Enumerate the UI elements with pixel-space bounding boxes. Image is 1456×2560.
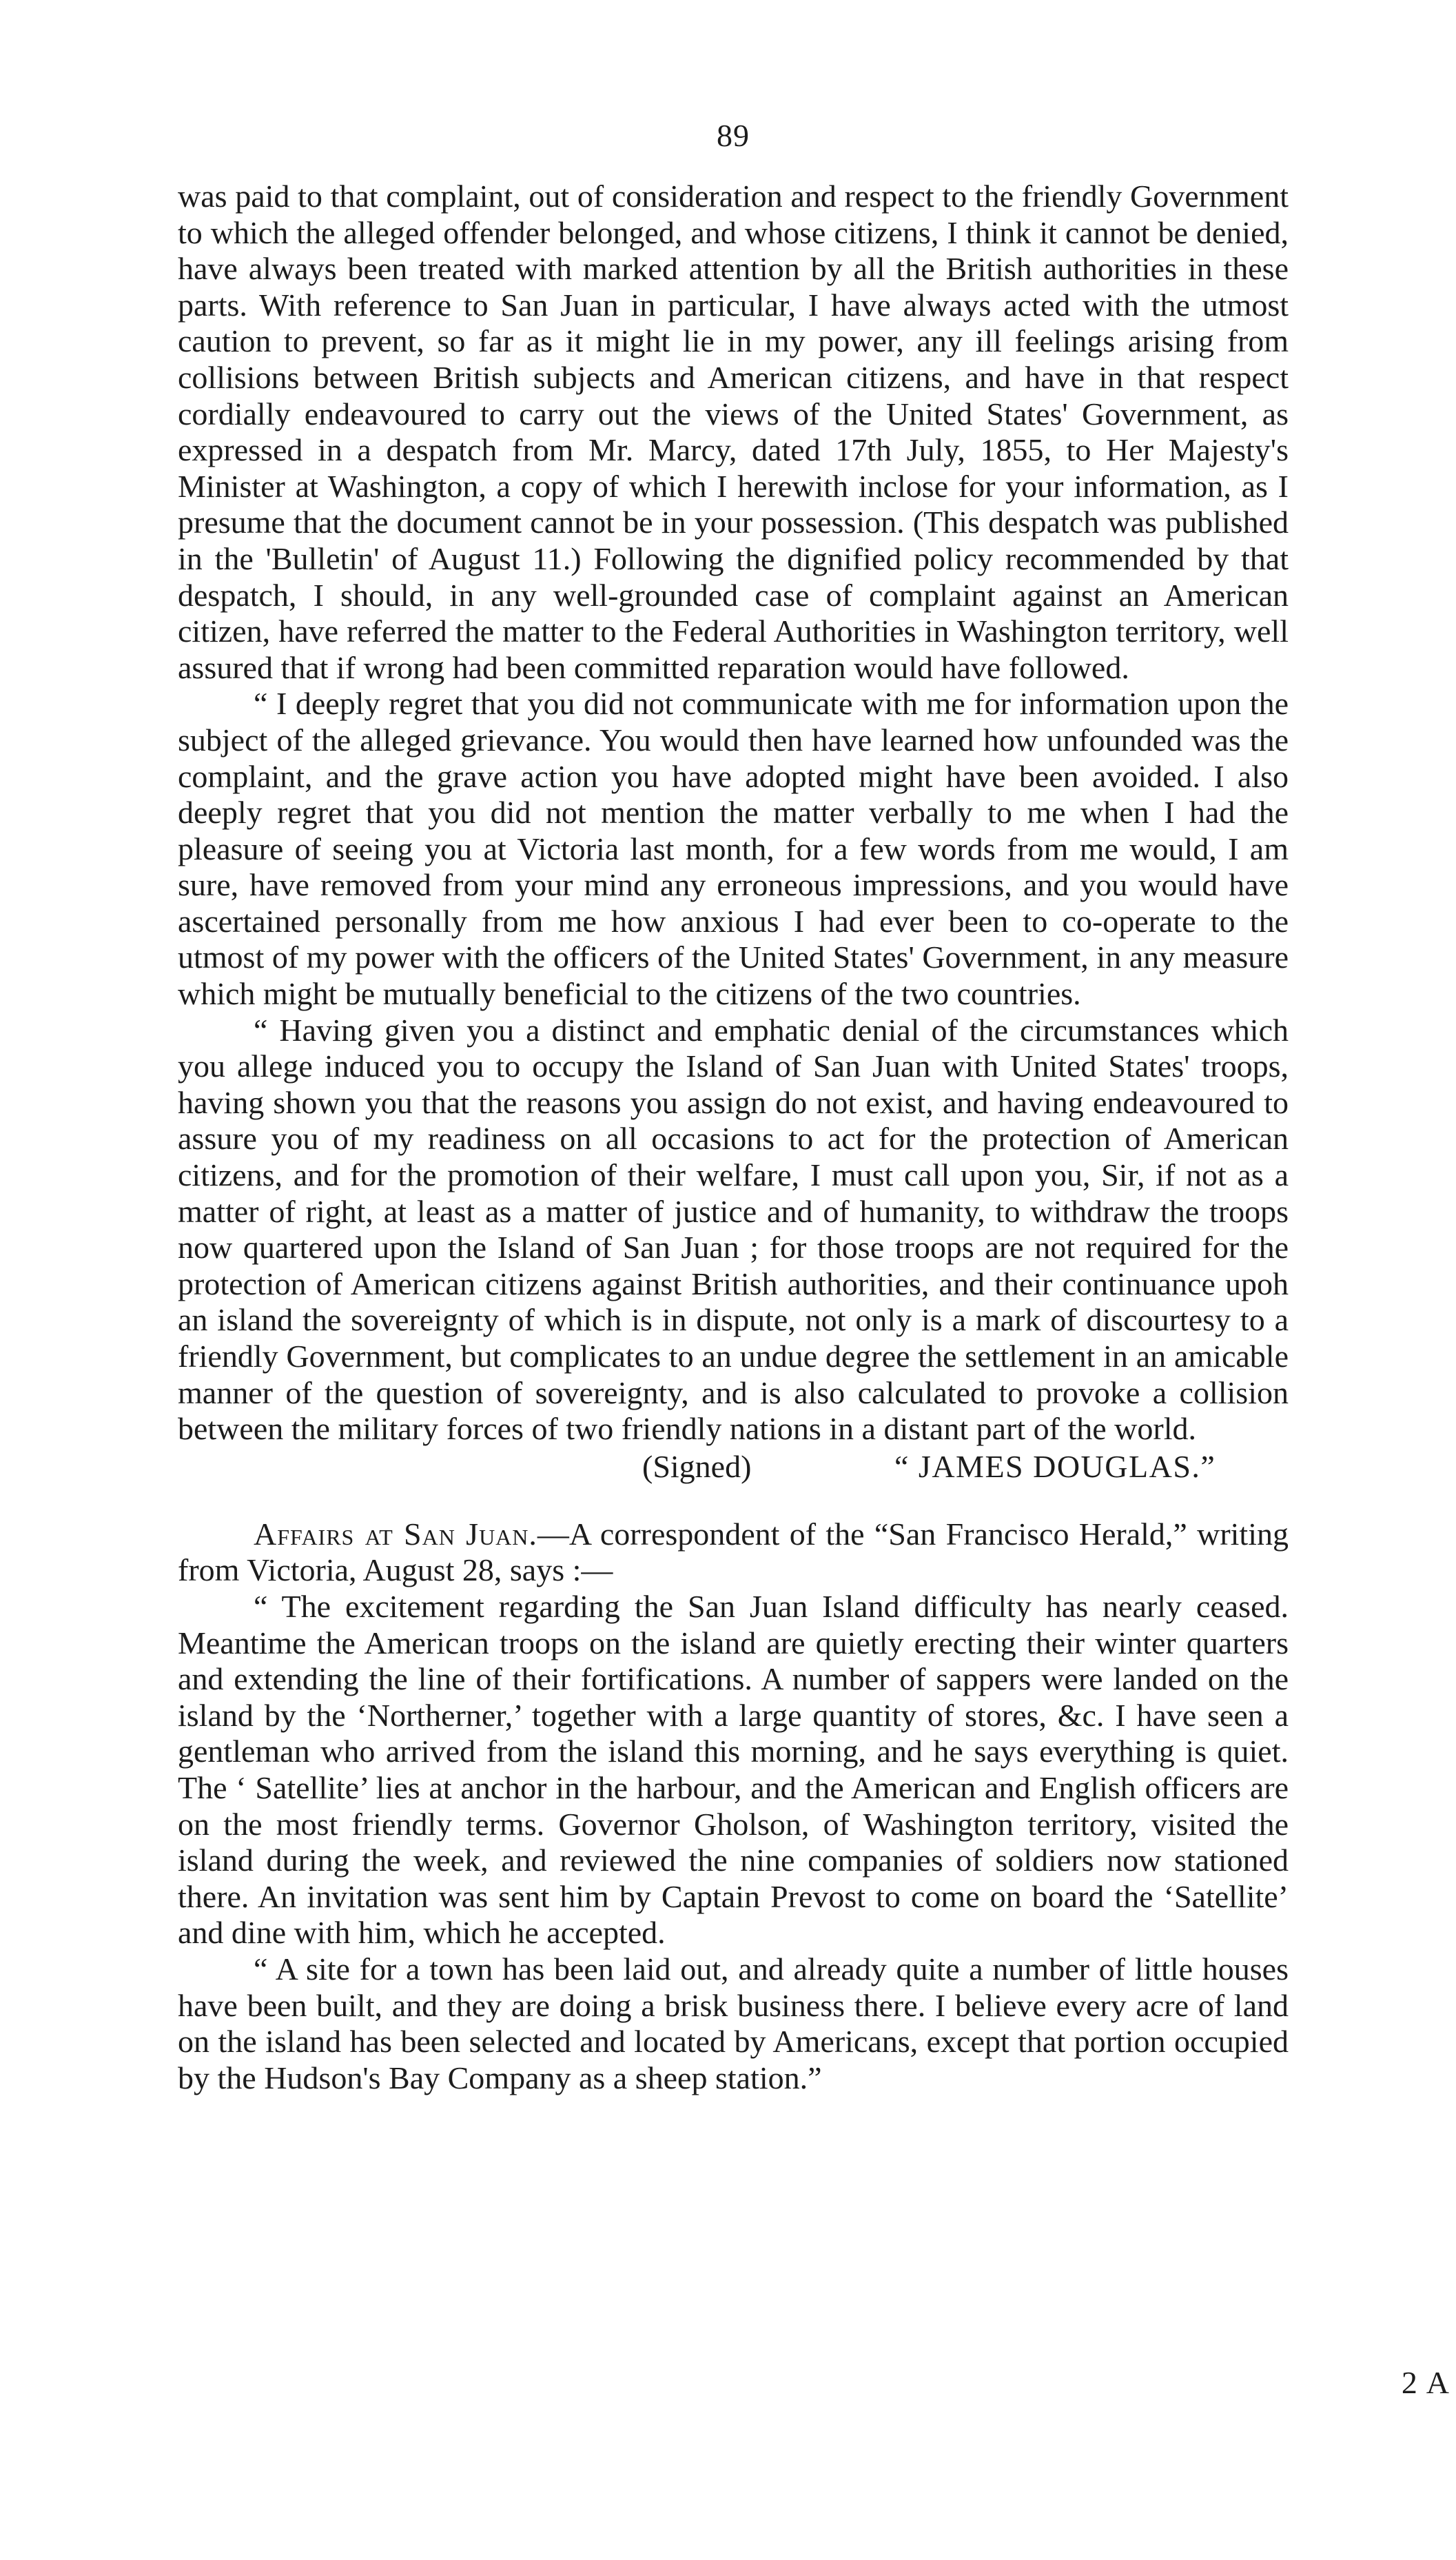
page-number: 89 <box>717 118 750 153</box>
signed-label: (Signed) <box>642 1448 752 1484</box>
letter-paragraph-2: “ I deeply regret that you did not communicate with me for information upon the subject of the alleged grievance. You would then have learned how unfounded was the complaint, and the grave action you have adopted might have been avoided. I also deeply regret that you did not mention the matter verbally to me when I had the pleasure of seeing you at Victoria last month, for a few words from me would, I am sure, have removed from your mind any erroneous impressions, and you would have ascertained personally from me how anxious I had ever been to co-operate to the utmost of my power with the officers of the United States' Government, in any measure which might be mutually beneficial to the citizens of the two countries. <box>178 686 1289 1012</box>
affairs-paragraph-2: “ A site for a town has been laid out, and already quite a number of little houses have been built, and they are doing a brisk business there. I believe every acre of land on the island has been selected and located by Americans, except that portion occupied by the Hudson's Bay Company as a sheep station.” <box>178 1951 1289 2095</box>
letter-paragraph-3: “ Having given you a distinct and emphatic denial of the circumstances which you allege induced you to occupy the Island of San Juan with United States' troops, having shown you that the reasons you assign do not exist, and having endeavoured to assure you of my readiness on all occasions to act for the protection of American citizens, and for the promotion of their welfare, I must call upon you, Sir, if not as a matter of right, at least as a matter of justice and of humanity, to withdraw the troops now quartered upon the Island of San Juan ; for those troops are not required for the protection of American citizens against British authorities, and their continuance upoh an island the sovereignty of which is in dispute, not only is a mark of discourtesy to a friendly Government, but complicates to an undue degree the settlement in an amicable manner of the question of sovereignty, and is also calculated to provoke a collision between the military forces of two friendly nations in a distant part of the world. <box>178 1012 1289 1447</box>
affairs-intro-paragraph <box>178 1516 1289 1589</box>
letter-paragraph-1: was paid to that complaint, out of consideration and respect to the friendly Government to which the alleged offender belonged, and whose citizens, I think it cannot be denied, have always been treated with marked attention by all the British authorities in these parts. With reference to San Juan in particular, I have always acted with the utmost caution to prevent, so far as it might lie in my power, any ill feelings arising from collisions between British subjects and American citizens, and have in that respect cordially endeavoured to carry out the views of the United States' Government, as expressed in a despatch from Mr. Marcy, dated 17th July, 1855, to Her Majesty's Minister at Washington, a copy of which I herewith inclose for your information, as I presume that the document cannot be in your possession. (This despatch was published in the 'Bulletin' of August 11.) Following the dignified policy recommended by that despatch, I should, in any well-grounded case of complaint against an American citizen, have referred the matter to the Federal Authorities in Washington territory, well assured that if wrong had been committed reparation would have followed. <box>178 179 1289 685</box>
section-gap <box>178 1487 1289 1516</box>
signature-line <box>178 1449 1289 1487</box>
signatory-name: “ JAMES DOUGLAS.” <box>894 1448 1216 1484</box>
printer-signature-mark: 2 A <box>1401 2365 1450 2400</box>
affairs-paragraph-1: “ The excitement regarding the San Juan Island difficulty has nearly ceased. Meantime the American troops on the island are quietly erecting their winter quarters and extending the line of their fortifications. A number of sappers were landed on the island by the ‘Northerner,’ together with a large quantity of stores, &c. I have seen a gentleman who arrived from the island this morning, and he says everything is quiet. The ‘ Satellite’ lies at anchor in the harbour, and the American and English officers are on the most friendly terms. Governor Gholson, of Washington territory, visited the island during the week, and reviewed the nine companies of soldiers now stationed there. An invitation was sent him by Captain Prevost to come on board the ‘Satellite’ and dine with him, which he accepted. <box>178 1588 1289 1951</box>
affairs-intro: —A correspondent of the “San Francisco Herald,” writing from Victoria, August 28, says :— <box>178 1516 1289 1588</box>
affairs-heading: Affairs at San Juan. <box>254 1516 537 1552</box>
page-content <box>178 117 1289 2096</box>
